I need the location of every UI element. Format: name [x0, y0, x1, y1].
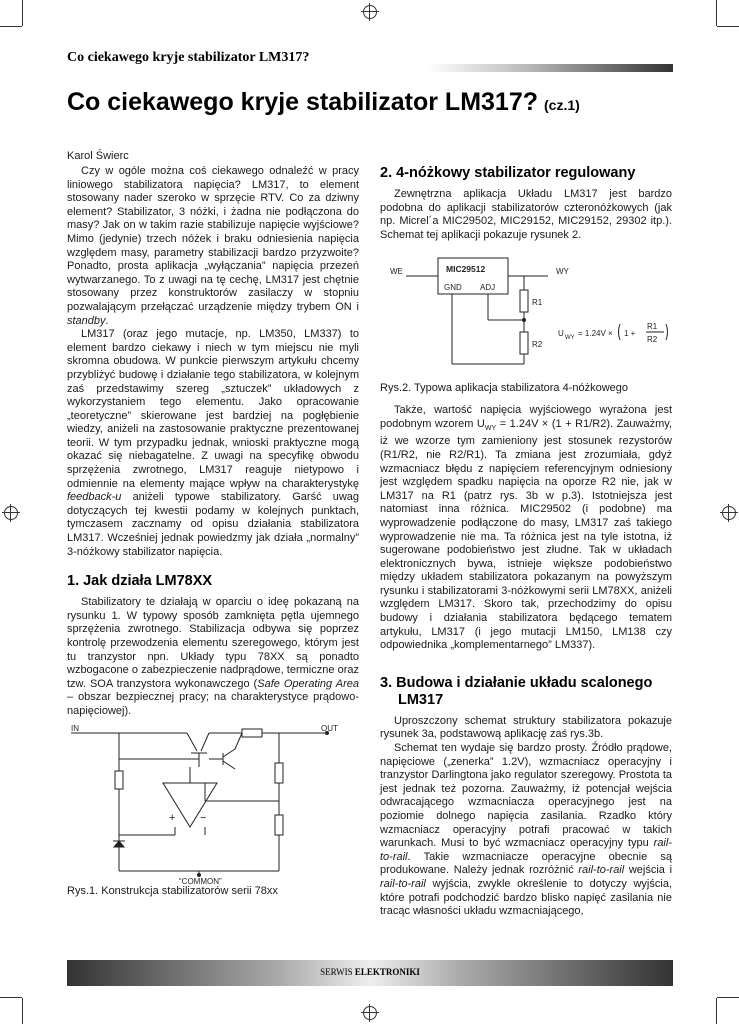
- figure-2-caption: Rys.2. Typowa aplikacja stabilizatora 4-nóżkowego: [380, 382, 629, 395]
- crop-mark: [0, 997, 22, 998]
- registration-mark-icon: [363, 1006, 377, 1020]
- formula-sub: WY: [565, 335, 575, 342]
- formula-mid: = 1.24V ×: [578, 329, 613, 339]
- author: Karol Świerc: [67, 150, 129, 162]
- formula-one: 1 +: [624, 329, 636, 339]
- section-heading: 2. 4-nóżkowy stabilizator regulowany: [380, 165, 636, 181]
- label-common: “COMMON”: [179, 876, 222, 885]
- label-we: WE: [390, 267, 403, 277]
- formula-num: R1: [647, 322, 658, 332]
- paragraph: Także, wartość napięcia wyjściowego wyrażona jest podobnym wzorem $U_{WY} = 1.24V \times (1 + R1/R2)$. Zauważmy, iż we wzorze tym zamieniony jest stosunek rezystorów (R1/R2, nie R2/R1). Ta zmiana jest zrozumiała, gdyż wzmacniacz błędu z napięciem referencyjnym odniesiony jest względem spadku napięcia na oporze R2 nie, jak w LM317 na R1 (patrz rys. 3b w p.3). Istotniejsza jest natomiast inna różnica. MIC29502 (i podobne) ma wyprowadzenie podłączone do masy, LM317 zaś takiego wyprowadzenie nie ma. Ta różnica jest na tyle istotna, iż sugerowane podobieństwo jest złudne. Tak w układach elektronicznych bywa, istnieje większe podobieństwo między układem stabilizatora pokazanym na powyższym rysunku i stabilizatorami 3-nóżkowymi serii LM78XX, aniżeli względem LM317. Skoro tak, przechodzimy do opisu budowy i działania stabilizatora będącego tematem artykułu, LM317 (i jego mutacji LM150, LM138 czy odpowiednika „komplementarnego” LM337).: [380, 403, 672, 652]
- title-part: (cz.1): [544, 97, 580, 113]
- figure-1-caption: Rys.1. Konstrukcja stabilizatorów serii 78xx: [67, 884, 278, 897]
- paragraph: Zewnętrzna aplikacja Układu LM317 jest bardzo podobna do aplikacji stabilizatorów czteronóżkowych (jak np. Micrel´a MIC29502, MIC29152, MIC29152, 29302 itp.). Schemat tej aplikacji pokazuje rysunek 2.: [380, 188, 672, 241]
- paragraph: Schemat ten wydaje się bardzo prosty. Źródło prądowe, napięciowe („zenerka” 1.2V), wzmacniacz operacyjny i tranzystor Darlingtona jako regulator szeregowy. Prostota ta jest jednak też pozorna. Zauważmy, iż potencjał wejścia odwracającego wzmacniacza operacyjnego jest na poziomie dolnego napięcia zasilania. Rzadko który wzmacniacz operacyjny potrafi pracować w takich warunkach. Musi to być wzmacniacz operacyjny typu rail-to-rail. Takie wzmacniacze operacyjne obecnie są produkowane. Należy jednak rozróżnić rail-to-rail wejścia i rail-to-rail wyjścia, zwykle określenie to dotyczy wyjścia, które potrafi podchodzić bardzo blisko napięć zasilania nie tracąc własności układu wzmacniającego,: [380, 742, 673, 918]
- figure-2-schematic: [380, 248, 672, 382]
- crop-mark: [22, 0, 23, 26]
- right-column: [380, 165, 672, 919]
- crop-mark: [716, 998, 717, 1024]
- footer-bar: [67, 960, 673, 986]
- section-heading: 1. Jak działa LM78XX: [67, 573, 213, 590]
- pin-adj: ADJ: [480, 283, 496, 293]
- label-r2: R2: [532, 340, 543, 350]
- running-header: [67, 50, 673, 72]
- chip-label: MIC29512: [446, 264, 486, 275]
- paragraph: Uproszczony schemat struktury stabilizatora pokazuje rysunek 3a, podstawową aplikację zaś rys.3b.: [380, 714, 672, 741]
- crop-mark: [22, 998, 23, 1024]
- label-in: IN: [71, 723, 79, 733]
- label-wy: WY: [556, 267, 569, 277]
- header-gradient-bar: [427, 64, 673, 72]
- registration-mark-icon: [4, 506, 18, 520]
- paragraph: Czy w ogóle można coś ciekawego odnaleźć w pracy liniowego stabilizatora napięcia? LM317, to element stosowany nader szeroko w sprzęcie RTV. Co za dziwny element? Stabilizator, 3 nóżki, i żadna nie podłączona do masy? Jak on w takim razie stabilizuje napięcie wyjściowe? Mimo (jedynie) trzech nóżek i braku odniesienia napięcia względem masy, parametry stabilizacji bardzo przyzwoite? Ponadto, prosta aplikacja „wyłączania” napięcia przezeń wytwarzanego. To z uwagi na tę cechę, LM317 jest chętnie stosowany przez konstruktorów zasilaczy w stopniu pozwalającym przełączać urządzenie między trybem ON i standby.: [67, 165, 359, 327]
- crop-mark: [717, 26, 739, 27]
- registration-mark-icon: [722, 506, 736, 520]
- label-out: OUT: [321, 723, 338, 733]
- schematic-mic29512: [380, 248, 672, 382]
- formula-den: R2: [647, 335, 658, 345]
- formula-u: U: [558, 329, 564, 339]
- figure-1-schematic: [67, 723, 359, 885]
- schematic-78xx: [67, 723, 359, 885]
- label-plus: +: [169, 811, 176, 824]
- title-main: Co ciekawego kryje stabilizator LM317?: [67, 88, 538, 116]
- crop-mark: [0, 26, 22, 27]
- page-title: [67, 88, 580, 117]
- pin-gnd: GND: [444, 283, 462, 293]
- left-column: [67, 165, 359, 898]
- running-title: Co ciekawego kryje stabilizator LM317?: [67, 50, 310, 65]
- registration-mark-icon: [363, 5, 377, 19]
- crop-mark: [717, 997, 739, 998]
- label-minus: −: [200, 811, 207, 824]
- crop-mark: [716, 0, 717, 26]
- paragraph: LM317 (oraz jego mutacje, np. LM350, LM337) to element bardzo ciekawy i niech w tym miejscu nie myli skromna obudowa. W punkcie pierwszym artykułu chcemy przybliżyć budowę i działanie tego stabilizatora, w kolejnym zaś przedstawimy szereg „sztuczek” układowych z wykorzystaniem tego elementu. Jako opracowanie „teoretyczne” skierowane jest bardziej na pogłębienie wiedzy, aniżeli na zastosowanie praktyczne prezentowanej teorii. W tym przypadku jednak, wnioski praktyczne mogą okazać się niebagatelne. Z uwagi na specyfikę obwodu sprzężenia zwrotnego, LM317 reaguje nietypowo i odmiennie na elementy mające wpływ na charakterystykę feedback-u aniżeli typowe stabilizatory. Garść uwag dotyczących tej kwestii podamy w kolejnych punktach, tymczasem zacznamy od opisu działania stabilizatora LM317. Wcześniej jednak powiedzmy jak działa „normalny” 3-nóżkowy stabilizator napięcia.: [67, 328, 360, 558]
- section-heading: 3. Budowa i działanie układu scalonego LM317: [380, 674, 653, 708]
- footer-brand: SERWIS ELEKTRONIKI: [320, 967, 420, 977]
- paragraph: Stabilizatory te działają w oparciu o ideę pokazaną na rysunku 1. W typowy sposób zamknięta pętla ujemnego sprzężenia zwrotnego. Stabilizacja odbywa się poprzez kontrolę przewodzenia elementu szeregowego, którym jest tu tranzystor npn. Układy typu 78XX są ponadto wzbogacone o zabezpieczenie nadprądowe, termiczne oraz tzw. SOA tranzystora wykonawczego (Safe Operating Area – obszar bezpiecznej pracy; na charakterystyce prądowo-napięciowej).: [67, 596, 359, 717]
- label-r1: R1: [532, 298, 543, 308]
